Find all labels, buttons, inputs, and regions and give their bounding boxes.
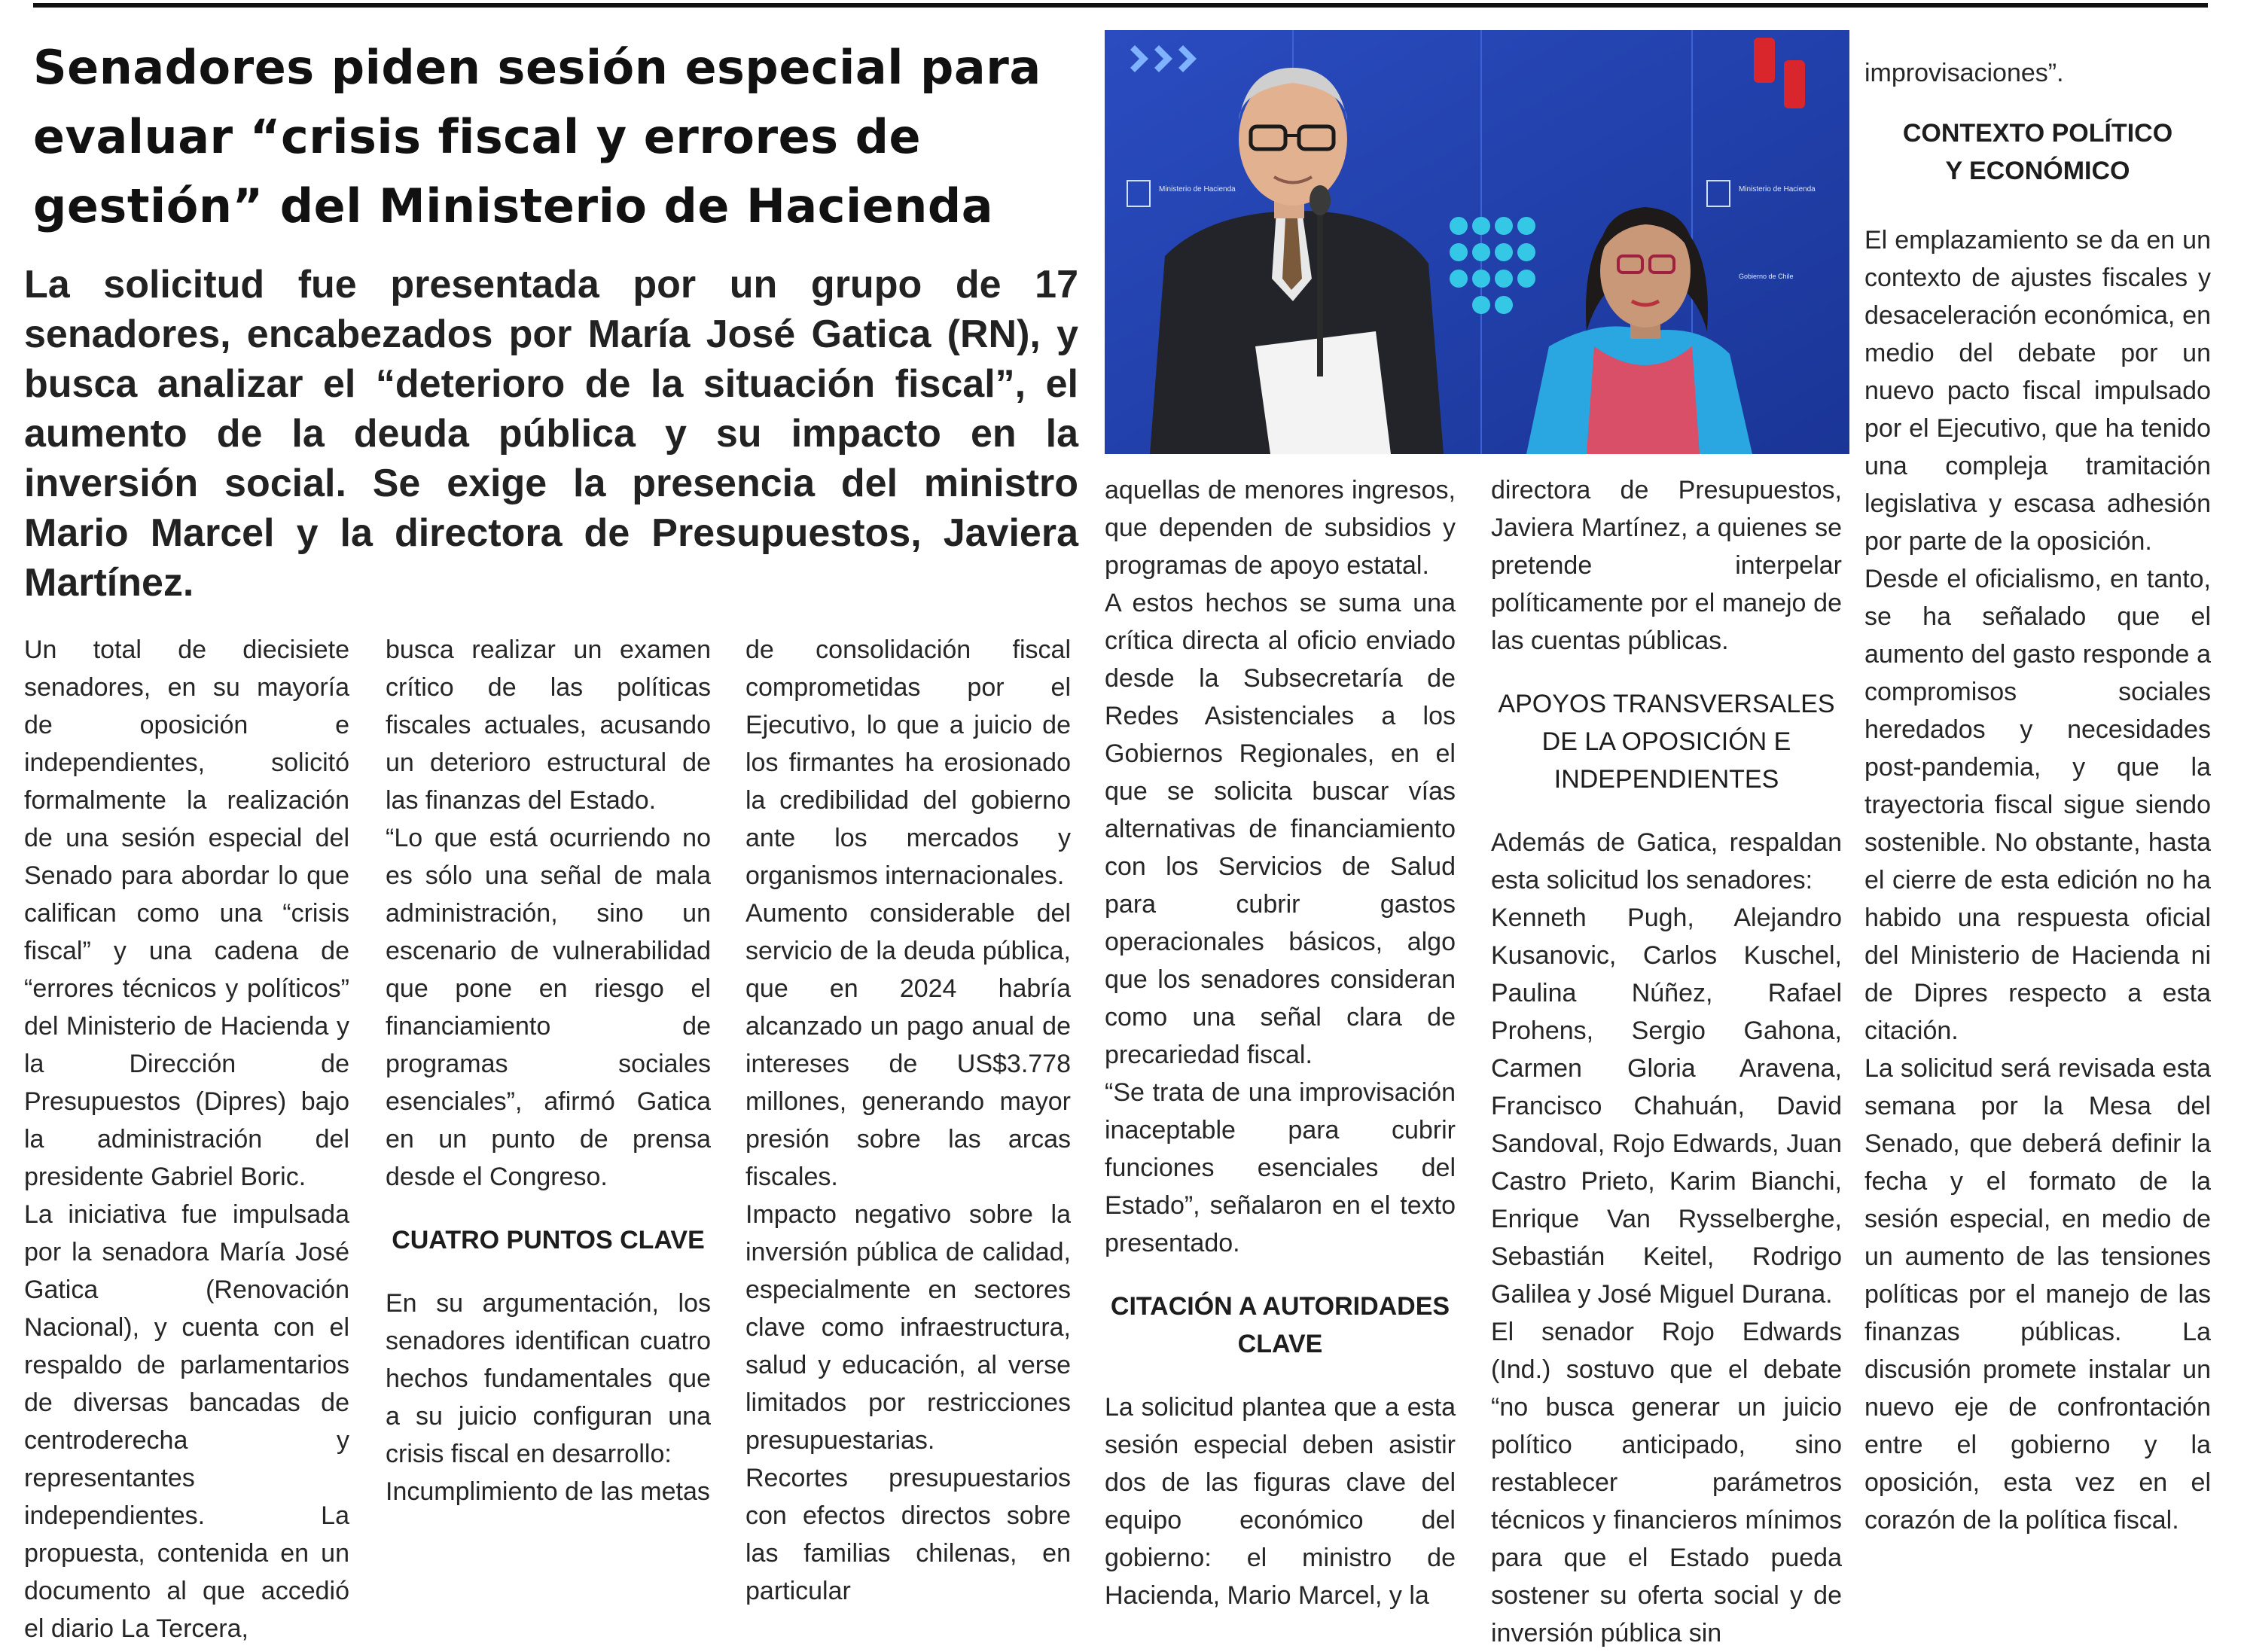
paragraph: A estos hechos se suma una crítica directa al oficio enviado desde la Subsecretaría de Redes Asistenciales a los Gobiernos Regionales, en el que se solicita buscar vías alternativas de financiamiento con los Servicios de Salud para cubrir gastos operacionales básicos, algo que los senadores consideran como una señal clara de precariedad fiscal. (1105, 589, 1456, 1069)
article-column-6 (1864, 54, 2211, 1539)
subhead-contexto: CONTEXTO POLÍTICO Y ECONÓMICO (1902, 119, 2173, 185)
article-photo (1105, 30, 1849, 454)
paragraph: El senador Rojo Edwards (Ind.) sostuvo que el debate “no busca generar un juicio político anticipado, sino restablecer parámetros técnicos y financieros mínimos para que el Estado pueda sostener su oferta social y de inversión pública sin (1491, 1318, 1842, 1647)
subhead-citacion: CITACIÓN A AUTORIDADES CLAVE (1110, 1292, 1450, 1358)
paragraph: El emplazamiento se da en un contexto de ajustes fiscales y desaceleración económica, en medio del debate por un nuevo pacto fiscal impulsado por el Ejecutivo, que ha tenido una compleja tramitación legislativa y escasa adhesión por parte de la oposición. (1864, 226, 2211, 556)
article-column-2 (386, 631, 711, 1510)
paragraph: improvisaciones”. (1864, 59, 2064, 87)
backdrop-label-left: Ministerio de Hacienda (1159, 185, 1236, 194)
backdrop-label-right: Ministerio de Hacienda (1739, 185, 1816, 194)
lead-paragraph: La solicitud fue presentada por un grupo de 17 senadores, encabezados por María José Gatica (RN), y busca analizar el “deterioro de la situación fiscal”, el aumento de la deuda pública y su impacto en la inversión social. Se exige la presencia del ministro Mario Marcel y la directora de Presupuestos, Javiera Martínez. (24, 263, 1078, 605)
top-rule (33, 3, 2208, 8)
paragraph: Impacto negativo sobre la inversión pública de calidad, especialmente en sectores clave como infraestructura, salud y educación, al verse limitados por restricciones presupuestarias. (745, 1200, 1071, 1455)
paragraph: En su argumentación, los senadores identifican cuatro hechos fundamentales que a su juicio configuran una crisis fiscal en desarrollo: (386, 1289, 711, 1468)
paragraph: “Se trata de una improvisación inaceptable para cubrir funciones esenciales del Estado”, señalaron en el texto presentado. (1105, 1078, 1456, 1257)
paragraph: directora de Presupuestos, Javiera Martínez, a quienes se pretende interpelar políticamente por el manejo de las cuentas públicas. (1491, 476, 1842, 655)
paragraph: Recortes presupuestarios con efectos directos sobre las familias chilenas, en particular (745, 1464, 1071, 1605)
paragraph: busca realizar un examen crítico de las políticas fiscales actuales, acusando un deterioro estructural de las finanzas del Estado. (386, 636, 711, 815)
subhead-cuatro-puntos: CUATRO PUNTOS CLAVE (392, 1226, 705, 1254)
article-column-3 (745, 631, 1071, 1610)
headline: Senadores piden sesión especial para evaluar “crisis fiscal y errores de gestión” del Ministerio de Hacienda (33, 40, 1041, 233)
paragraph: de consolidación fiscal comprometidas por el Ejecutivo, lo que a juicio de los firmantes ha erosionado la credibilidad del gobierno ante los mercados y organismos internacionales. (745, 636, 1071, 890)
subhead-apoyos: APOYOS TRANSVERSALES DE LA OPOSICIÓN E INDEPENDIENTES (1498, 690, 1835, 794)
paragraph: Kenneth Pugh, Alejandro Kusanovic, Carlos Kuschel, Paulina Núñez, Rafael Prohens, Sergio Gahona, Carmen Gloria Aravena, Francisco Chahuán, David Sandoval, Rojo Edwards, Juan Castro Prieto, Karim Bianchi, Enrique Van Rysselberghe, Sebastián Keitel, Rodrigo Galilea y José Miguel Durana. (1491, 904, 1842, 1309)
press-conference-photo (1105, 30, 1849, 454)
paragraph: “Lo que está ocurriendo no es sólo una señal de mala administración, sino un escenario de vulnerabilidad que pone en riesgo el financiamiento de programas sociales esenciales”, afirmó Gatica en un punto de prensa desde el Congreso. (386, 824, 711, 1191)
article-column-4 (1105, 471, 1456, 1614)
paragraph: Desde el oficialismo, en tanto, se ha señalado que el aumento del gasto responde a compromisos sociales heredados y necesidades post-pandemia, y que la trayectoria fiscal sigue siendo sostenible. No obstante, hasta el cierre de esta edición no ha habido una respuesta oficial del Ministerio de Hacienda ni de Dipres respecto a esta citación. (1864, 565, 2211, 1045)
paragraph: Incumplimiento de las metas (386, 1477, 710, 1506)
paragraph: La solicitud plantea que a esta sesión especial deben asistir dos de las figuras clave del equipo económico del gobierno: el ministro de Hacienda, Mario Marcel, y la (1105, 1393, 1456, 1610)
article-column-1 (24, 631, 349, 1647)
paragraph: Además de Gatica, respaldan esta solicitud los senadores: (1491, 828, 1842, 895)
paragraph: Aumento considerable del servicio de la deuda pública, que en 2024 habría alcanzado un pago anual de intereses de US$3.778 millones, generando mayor presión sobre las arcas fiscales. (745, 899, 1071, 1191)
paragraph: La iniciativa fue impulsada por la senadora María José Gatica (Renovación Nacional), y cuenta con el respaldo de parlamentarios de diversas bancadas de centroderecha y representantes independientes. La propuesta, contenida en un documento al que accedió el diario La Tercera, (24, 1200, 349, 1643)
paragraph: La solicitud será revisada esta semana por la Mesa del Senado, que deberá definir la fecha y el formato de la sesión especial, en medio de un aumento de las tensiones políticas por el manejo de las finanzas públicas. La discusión promete instalar un nuevo eje de confrontación entre el gobierno y la oposición, esta vez en el corazón de la política fiscal. (1864, 1054, 2211, 1535)
paragraph: aquellas de menores ingresos, que dependen de subsidios y programas de apoyo estatal. (1105, 476, 1456, 580)
paragraph: Un total de diecisiete senadores, en su mayoría de oposición e independientes, solicitó formalmente la realización de una sesión especial del Senado para abordar lo que califican como una “crisis fiscal” y una cadena de “errores técnicos y políticos” del Ministerio de Hacienda y la Dirección de Presupuestos (Dipres) bajo la administración del presidente Gabriel Boric. (24, 636, 349, 1191)
backdrop-label-gov: Gobierno de Chile (1739, 273, 1794, 280)
article-column-5 (1491, 471, 1842, 1652)
